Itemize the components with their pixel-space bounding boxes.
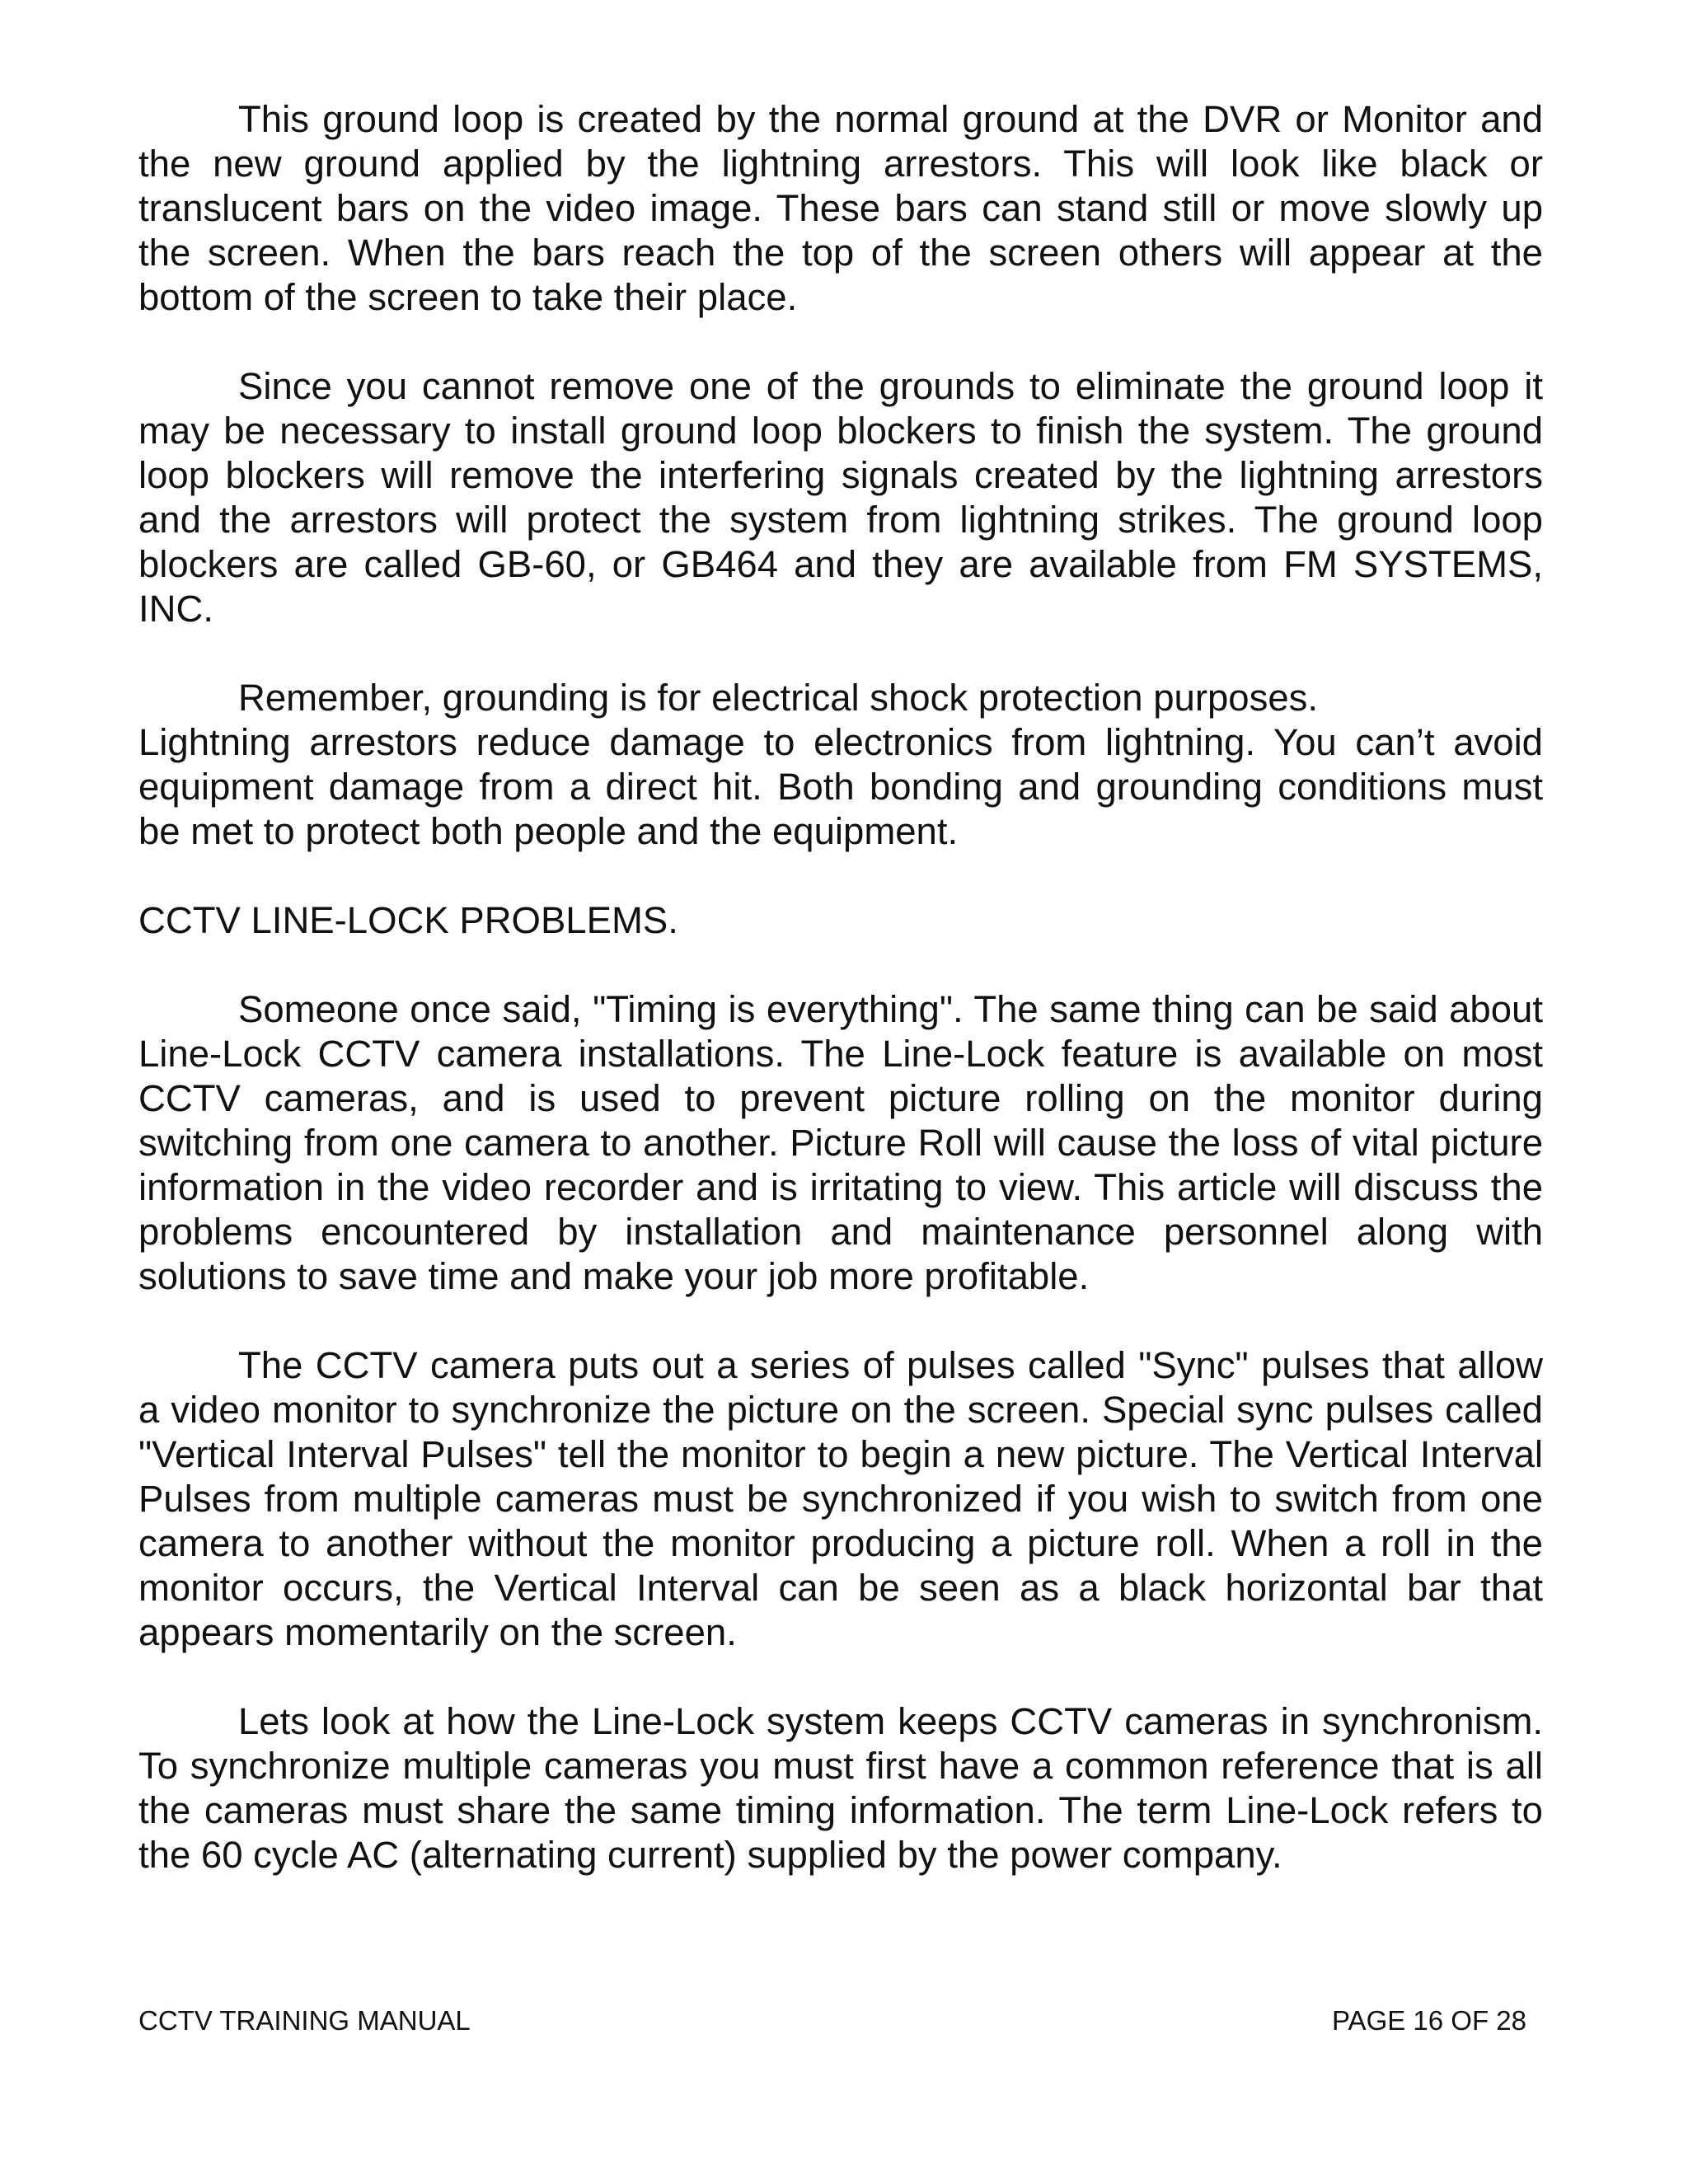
paragraph-gap (138, 1655, 1543, 1699)
paragraph-grounding-reminder (138, 676, 1543, 854)
paragraph-gap (138, 943, 1543, 987)
paragraph-line-lock-system: Lets look at how the Line-Lock system keeps CCTV cameras in synchronism. To synchronize multiple cameras you must first have a common reference that is all the cameras must share the same timing information. The term Line-Lock refers to the 60 cycle AC (alternating current) supplied by the power company. (138, 1700, 1543, 1876)
paragraph-gap (138, 1299, 1543, 1343)
paragraph-gap (138, 854, 1543, 898)
page-footer (138, 2004, 1526, 2037)
footer-page-number: PAGE 16 OF 28 (1332, 2005, 1526, 2036)
footer-manual-title: CCTV TRAINING MANUAL (138, 2005, 471, 2036)
paragraph-gap (138, 631, 1543, 676)
paragraph-gap (138, 320, 1543, 364)
paragraph-grounding-rest: Lightning arrestors reduce damage to electronics from lightning. You can’t avoid equipment damage from a direct hit. Both bonding and grounding conditions must be met to protect both people and the equipment. (138, 721, 1543, 852)
section-heading: CCTV LINE-LOCK PROBLEMS. (138, 899, 678, 941)
paragraph-sync-pulses: The CCTV camera puts out a series of pulses called "Sync" pulses that allow a video monitor to synchronize the picture on the screen. Special sync pulses called "Vertical Interval Pulses" tell the monitor to begin a new picture. The Vertical Interval Pulses from multiple cameras must be synchronized if you wish to switch from one camera to another without the monitor producing a picture roll. When a roll in the monitor occurs, the Vertical Interval can be seen as a black horizontal bar that appears momentarily on the screen. (138, 1344, 1543, 1653)
paragraph-grounding-first-line: Remember, grounding is for electrical shock protection purposes. (238, 677, 1319, 719)
paragraph-ground-loop: This ground loop is created by the normal ground at the DVR or Monitor and the new ground applied by the lightning arrestors. This will look like black or translucent bars on the video image. These bars can stand still or move slowly up the screen. When the bars reach the top of the screen others will appear at the bottom of the screen to take their place. (138, 98, 1543, 318)
page-body (138, 97, 1543, 1877)
paragraph-timing: Someone once said, "Timing is everything". The same thing can be said about Line-Lock CCTV camera installations. The Line-Lock feature is available on most CCTV cameras, and is used to prevent picture rolling on the monitor during switching from one camera to another. Picture Roll will cause the loss of vital picture information in the video recorder and is irritating to view. This article will discuss the problems encountered by installation and maintenance personnel along with solutions to save time and make your job more profitable. (138, 988, 1543, 1297)
paragraph-ground-loop-blockers: Since you cannot remove one of the grounds to eliminate the ground loop it may be necessary to install ground loop blockers to finish the system. The ground loop blockers will remove the interfering signals created by the lightning arrestors and the arrestors will protect the system from lightning strikes. The ground loop blockers are called GB-60, or GB464 and they are available from FM SYSTEMS, INC. (138, 365, 1543, 630)
